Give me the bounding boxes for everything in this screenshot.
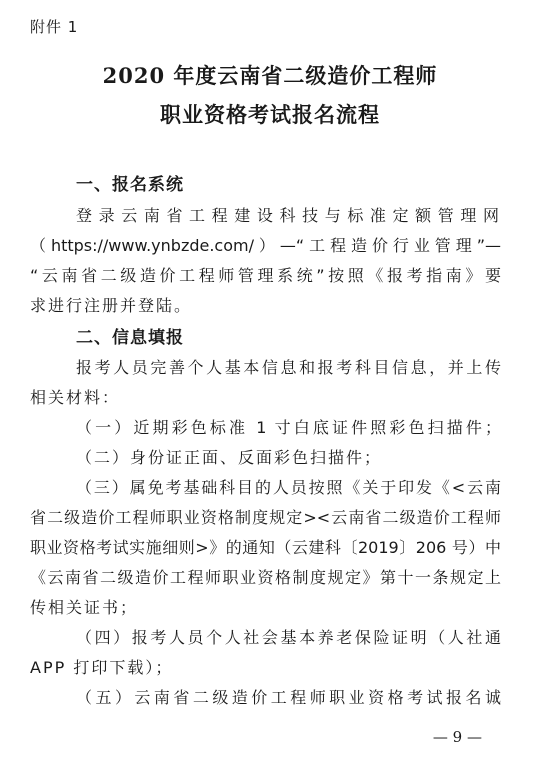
paragraph-line: “云南省二级造价工程师管理系统”按照《报考指南》要 <box>30 266 501 285</box>
section-heading-registration-system: 一、报名系统 <box>76 175 184 195</box>
document-title-line-2: 职业资格考试报名流程 <box>160 102 380 127</box>
list-item-line: 《云南省二级造价工程师职业资格制度规定》第十一条规定上 <box>30 568 501 587</box>
attachment-label: 附件 1 <box>30 18 79 36</box>
page-number: — 9 — <box>432 728 482 746</box>
list-item-line: 职业资格考试实施细则>》的通知（云建科〔2019〕206 号）中 <box>30 538 501 557</box>
paragraph-line: 登录云南省工程建设科技与标准定额管理网 <box>76 206 501 225</box>
list-item-line: （二）身份证正面、反面彩色扫描件； <box>76 448 383 467</box>
list-item-line: （一）近期彩色标准 1 寸白底证件照彩色扫描件； <box>76 418 501 437</box>
paragraph-line: 报考人员完善个人基本信息和报考科目信息，并上传 <box>76 358 501 377</box>
list-item-line: （四）报考人员个人社会基本养老保险证明（人社通 <box>76 628 501 647</box>
list-item-line: APP 打印下载）； <box>30 658 174 677</box>
document-title-line-1: 2020 年度云南省二级造价工程师 <box>102 63 438 88</box>
section-heading-information-filling: 二、信息填报 <box>76 328 184 348</box>
list-item-line: （三）属免考基础科目的人员按照《关于印发《<云南 <box>76 478 501 497</box>
paragraph-line: 相关材料： <box>30 388 121 407</box>
paragraph-line: （https://www.ynbzde.com/）—“工程造价行业管理”— <box>30 236 501 255</box>
list-item-line: （五）云南省二级造价工程师职业资格考试报名诚 <box>76 688 501 707</box>
paragraph-line: 求进行注册并登陆。 <box>30 296 193 315</box>
list-item-line: 传相关证书； <box>30 598 139 617</box>
list-item-line: 省二级造价工程师职业资格制度规定><云南省二级造价工程师 <box>30 508 501 527</box>
